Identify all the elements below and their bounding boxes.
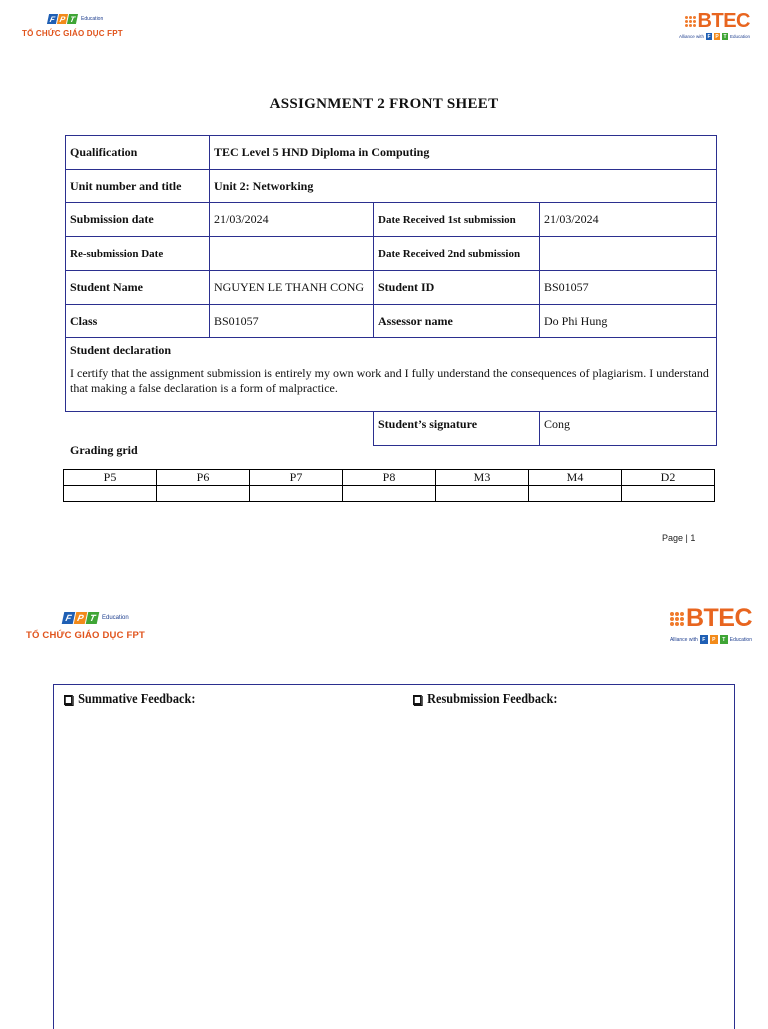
btec-dots-icon bbox=[670, 612, 684, 626]
row-unit bbox=[66, 170, 717, 203]
btec-dots-icon bbox=[685, 16, 696, 27]
grade-col-p7: P7 bbox=[250, 470, 343, 486]
qualification-label: Qualification bbox=[66, 136, 210, 170]
mini-fpt-t: T bbox=[723, 33, 727, 40]
alliance-text: Alliance with bbox=[678, 34, 704, 39]
date-received-2-label: Date Received 2nd submission bbox=[374, 237, 540, 271]
signature-label: Student’s signature bbox=[374, 412, 540, 446]
btec-logo bbox=[679, 10, 750, 40]
btec-logo-page2 bbox=[670, 604, 752, 644]
grade-value-p8 bbox=[343, 486, 436, 502]
grading-header-row bbox=[64, 470, 715, 486]
grade-value-m4 bbox=[529, 486, 622, 502]
page-title: ASSIGNMENT 2 FRONT SHEET bbox=[269, 96, 499, 112]
declaration-text: I certify that the assignment submission is entirely my own work and I fully understand the consequences of plagiarism. I understand that making a false declaration is a form of malpractice. bbox=[70, 366, 709, 395]
fpt-letter-f: F bbox=[47, 14, 58, 24]
alliance-text: Alliance with bbox=[669, 636, 698, 643]
alliance-edu-text: Education bbox=[729, 636, 752, 643]
row-student bbox=[66, 271, 717, 305]
mini-fpt-f: F bbox=[707, 33, 711, 40]
date-received-1-value: 21/03/2024 bbox=[540, 203, 717, 237]
submission-date-value: 21/03/2024 bbox=[210, 203, 374, 237]
grade-col-p6: P6 bbox=[157, 470, 250, 486]
alliance-edu-text: Education bbox=[729, 34, 750, 39]
assessor-label: Assessor name bbox=[374, 305, 540, 338]
grading-grid-table bbox=[63, 469, 715, 502]
btec-text: BTEC bbox=[697, 10, 750, 32]
student-id-value: BS01057 bbox=[540, 271, 717, 305]
feedback-box bbox=[53, 684, 735, 1029]
row-resubmission bbox=[66, 237, 717, 271]
grading-value-row bbox=[64, 486, 715, 502]
date-received-2-value bbox=[540, 237, 717, 271]
grade-col-d2: D2 bbox=[622, 470, 715, 486]
resubmission-feedback-label: Resubmission Feedback: bbox=[427, 692, 558, 707]
grade-col-p8: P8 bbox=[343, 470, 436, 486]
fpt-education-logo-page2 bbox=[26, 612, 145, 641]
grade-col-p5: P5 bbox=[64, 470, 157, 486]
grade-value-p7 bbox=[250, 486, 343, 502]
fpt-letter-t: T bbox=[86, 612, 100, 624]
submission-date-label: Submission date bbox=[66, 203, 210, 237]
mini-fpt-p: P bbox=[710, 635, 718, 644]
grade-col-m3: M3 bbox=[436, 470, 529, 486]
student-name-label: Student Name bbox=[66, 271, 210, 305]
btec-text: BTEC bbox=[685, 604, 752, 632]
resubmission-checkbox-icon[interactable] bbox=[413, 695, 422, 705]
grade-value-p5 bbox=[64, 486, 157, 502]
row-class bbox=[66, 305, 717, 338]
page-number: Page | 1 bbox=[662, 533, 696, 543]
class-value: BS01057 bbox=[210, 305, 374, 338]
fpt-education-logo bbox=[22, 14, 123, 38]
grade-col-m4: M4 bbox=[529, 470, 622, 486]
unit-value: Unit 2: Networking bbox=[210, 170, 717, 203]
row-declaration bbox=[66, 338, 717, 412]
qualification-value: TEC Level 5 HND Diploma in Computing bbox=[210, 136, 717, 170]
mini-fpt-p: P bbox=[715, 33, 719, 40]
grading-grid-label: Grading grid bbox=[70, 443, 138, 457]
row-qualification bbox=[66, 136, 717, 170]
unit-label: Unit number and title bbox=[66, 170, 210, 203]
summative-feedback-heading bbox=[64, 692, 195, 708]
resubmission-date-value bbox=[210, 237, 374, 271]
summative-feedback-label: Summative Feedback: bbox=[78, 692, 196, 707]
signature-value: Cong bbox=[540, 412, 717, 446]
fpt-letter-p: P bbox=[74, 612, 88, 624]
fpt-letter-f: F bbox=[62, 612, 76, 624]
mini-fpt-f: F bbox=[700, 635, 708, 644]
grade-value-d2 bbox=[622, 486, 715, 502]
resubmission-date-label: Re-submission Date bbox=[66, 237, 210, 271]
org-name: TỔ CHỨC GIÁO DỤC FPT bbox=[22, 29, 123, 38]
alliance-line bbox=[679, 33, 750, 40]
student-id-label: Student ID bbox=[374, 271, 540, 305]
mini-fpt-t: T bbox=[720, 635, 728, 644]
fpt-education-text: Education bbox=[81, 16, 104, 22]
alliance-line bbox=[670, 635, 752, 644]
row-submission bbox=[66, 203, 717, 237]
grade-value-m3 bbox=[436, 486, 529, 502]
declaration-label: Student declaration bbox=[70, 343, 172, 357]
date-received-1-label: Date Received 1st submission bbox=[374, 203, 540, 237]
fpt-education-text: Education bbox=[102, 615, 129, 621]
declaration-cell bbox=[66, 338, 717, 412]
fpt-letter-p: P bbox=[58, 14, 67, 24]
student-name-value: NGUYEN LE THANH CONG bbox=[210, 271, 374, 305]
assessor-value: Do Phi Hung bbox=[540, 305, 717, 338]
row-signature bbox=[66, 412, 717, 446]
fpt-letter-t: T bbox=[67, 14, 78, 24]
resubmission-feedback-heading bbox=[413, 692, 557, 708]
org-name: TỔ CHỨC GIÁO DỤC FPT bbox=[26, 630, 146, 641]
front-sheet-table bbox=[65, 135, 717, 446]
class-label: Class bbox=[66, 305, 210, 338]
grade-value-p6 bbox=[157, 486, 250, 502]
signature-spacer bbox=[66, 412, 374, 446]
summative-checkbox-icon[interactable] bbox=[64, 695, 73, 705]
